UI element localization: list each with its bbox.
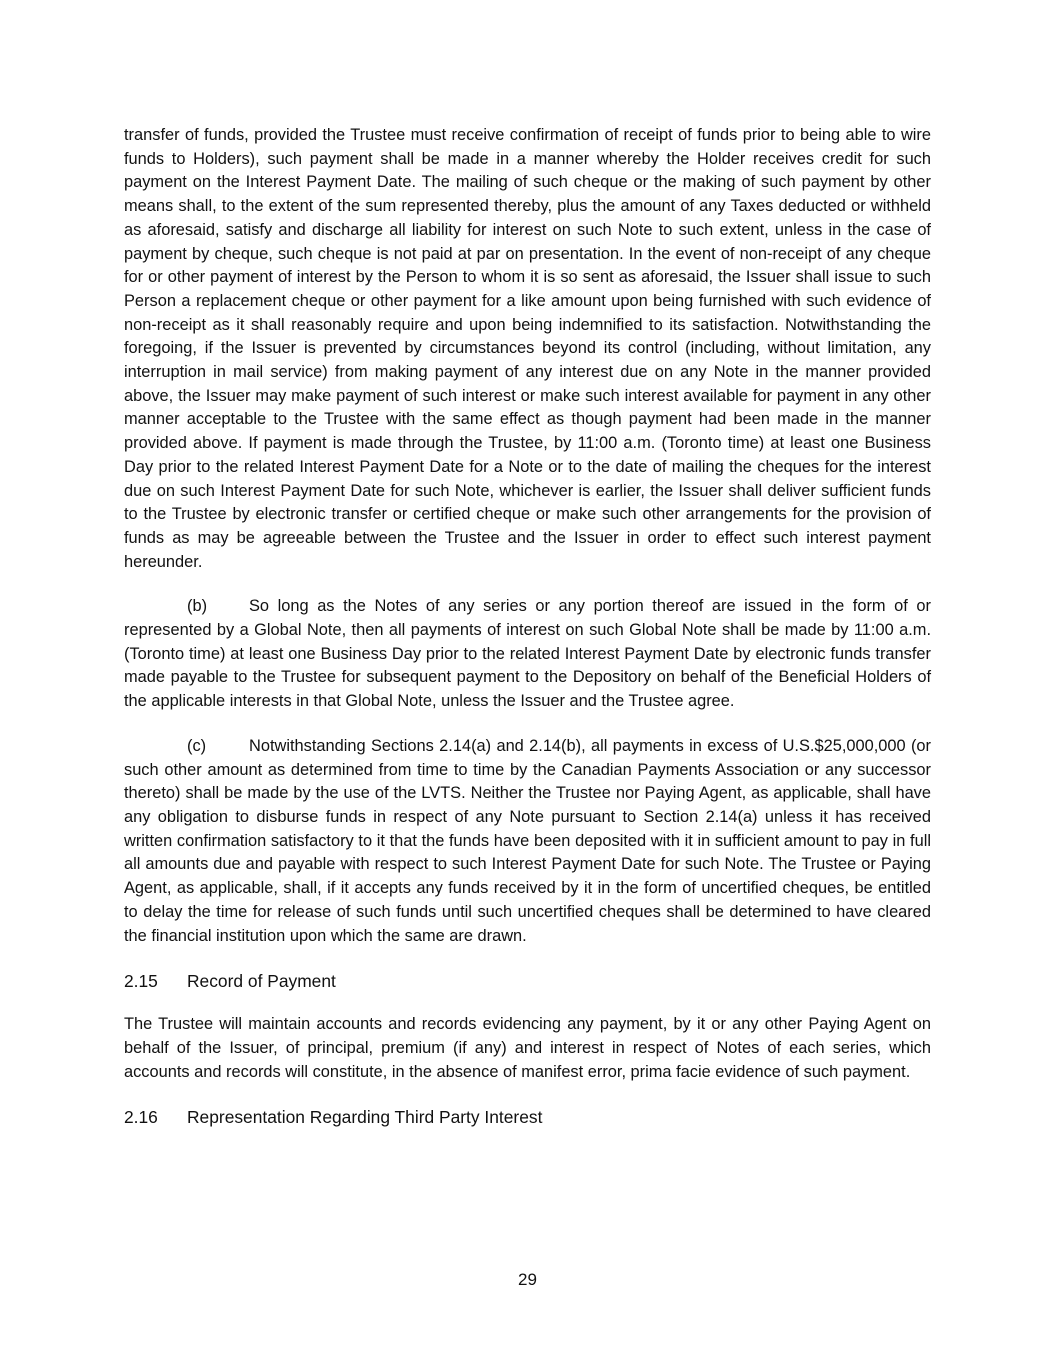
clause-label-c: (c) [187, 736, 207, 755]
section-title-2-16: Representation Regarding Third Party Interest [187, 1107, 543, 1128]
section-title-2-15: Record of Payment [187, 971, 336, 992]
paragraph-c-lvts-payments [124, 735, 931, 948]
clause-text-b: So long as the Notes of any series or any portion thereof are issued in the form of or represented by a Global Note, then all payments of interest on such Global Note shall be made by 11:00 a.m. (Toronto time) at least one Business Day prior to the related Interest Payment Date by electronic funds transfer made payable to the Trustee for subsequent payment to the Depository on behalf of the Beneficial Holders of the applicable interests in that Global Note, unless the Issuer and the Trustee agree. [124, 597, 931, 711]
page-number: 29 [518, 1270, 537, 1289]
section-heading-2-16 [124, 1105, 931, 1129]
section-number-2-15: 2.15 [124, 971, 158, 992]
section-heading-2-15 [124, 969, 931, 993]
paragraph-b-global-note-payments [124, 595, 931, 714]
section-number-2-16: 2.16 [124, 1107, 158, 1128]
clause-text-c: Notwithstanding Sections 2.14(a) and 2.14(b), all payments in excess of U.S.$25,000,000 (or such other amount as determined from time to time by the Canadian Payments Association or any successor thereto) shall be made by the use of the LVTS. Neither the Trustee nor Paying Agent, as applicable, shall have any obligation to disburse funds in respect of any Note pursuant to Section 2.14(a) unless it has received written confirmation satisfactory to it that the funds have been deposited with it in sufficient amount to pay in full all amounts due and payable with respect to such Interest Payment Date for such Note. The Trustee or Paying Agent, as applicable, shall, if it accepts any funds received by it in the form of uncertified cheques, be entitled to delay the time for release of such funds until such uncertified cheques shall be determined to have cleared the financial institution upon which the same are drawn. [124, 736, 931, 945]
paragraph-continued-interest-payment: transfer of funds, provided the Trustee must receive confirmation of receipt of funds prior to being able to wire funds to Holders), such payment shall be made in a manner whereby the Holder receives credit for such payment on the Interest Payment Date. The mailing of such cheque or the making of such payment by other means shall, to the extent of the sum represented thereby, plus the amount of any Taxes deducted or withheld as aforesaid, satisfy and discharge all liability for interest on such Note to such extent, unless in the case of payment by cheque, such cheque is not paid at par on presentation. In the event of non-receipt of any cheque for or other payment of interest by the Person to whom it is so sent as aforesaid, the Issuer shall issue to such Person a replacement cheque or other payment for a like amount upon being furnished with such evidence of non-receipt as it shall reasonably require and upon being indemnified to its satisfaction. Notwithstanding the foregoing, if the Issuer is prevented by circumstances beyond its control (including, without limitation, any interruption in mail service) from making payment of any interest due on any Note in the manner provided above, the Issuer may make payment of such interest or make such interest available for payment in any other manner acceptable to the Trustee with the same effect as though payment had been made in the manner provided above. If payment is made through the Trustee, by 11:00 a.m. (Toronto time) at least one Business Day prior to the related Interest Payment Date for a Note or to the date of mailing the cheques for the interest due on such Interest Payment Date for such Note, whichever is earlier, the Issuer shall deliver sufficient funds to the Trustee by electronic transfer or certified cheque or make such other arrangements for the provision of funds as may be agreeable between the Trustee and the Issuer in order to effect such interest payment hereunder. [124, 126, 931, 571]
paragraph-record-of-payment: The Trustee will maintain accounts and records evidencing any payment, by it or any other Paying Agent on behalf of the Issuer, of principal, premium (if any) and interest in respect of Notes of each series, which accounts and records will constitute, in the absence of manifest error, prima facie evidence of such payment. [124, 1015, 931, 1081]
clause-label-b: (b) [187, 597, 208, 616]
document-page [124, 124, 931, 1129]
